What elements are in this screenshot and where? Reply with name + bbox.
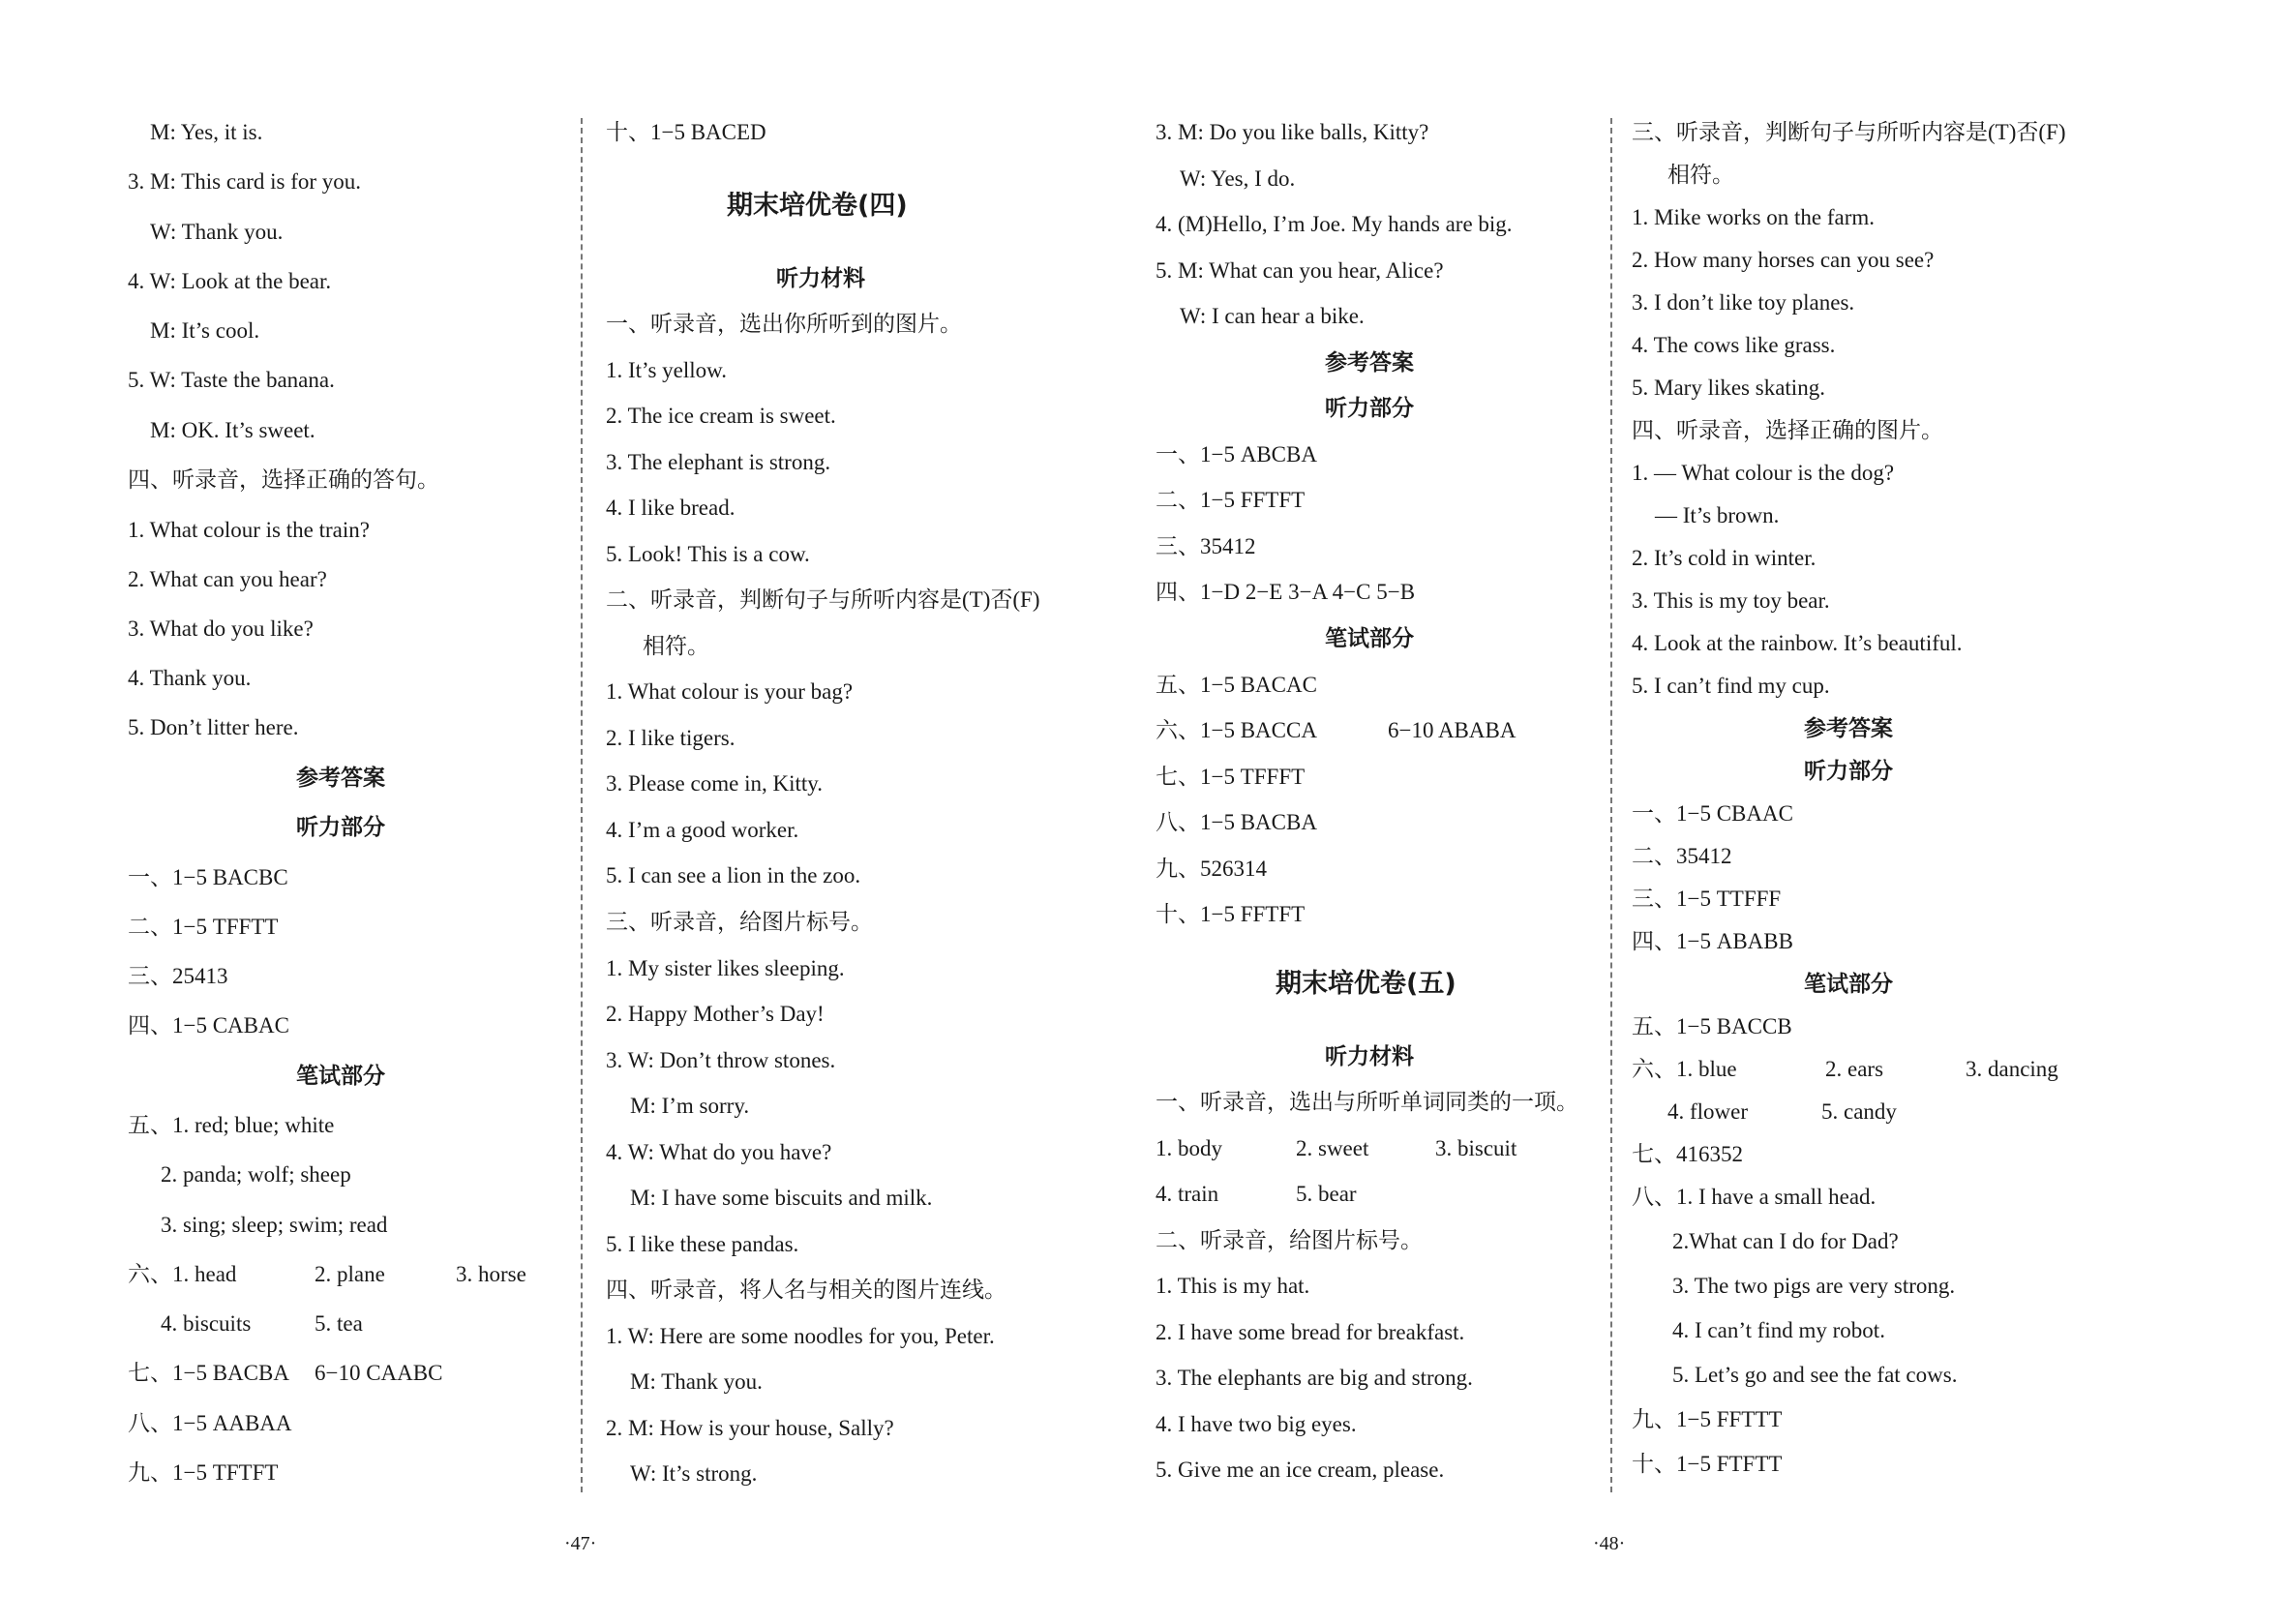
answer-line: 五、1−5 BACCB: [1632, 1014, 1792, 1038]
answer-part: 5. candy: [1821, 1099, 1897, 1124]
dialogue-line: 4. (M)Hello, I’m Joe. My hands are big.: [1156, 212, 1513, 236]
column-divider: [581, 118, 583, 1492]
answer-part: 5. bear: [1296, 1182, 1357, 1206]
answer-part: 3. horse: [456, 1262, 526, 1286]
list-item: 2. It’s cold in winter.: [1632, 546, 1817, 570]
list-item: 2. I like tigers.: [606, 726, 736, 750]
list-item: 2. The ice cream is sweet.: [606, 404, 836, 428]
answer-part: 六、1−5 BACCA: [1156, 718, 1317, 742]
dialogue-line: W: Yes, I do.: [1180, 166, 1296, 191]
list-item: 2. I have some bread for breakfast.: [1156, 1320, 1465, 1344]
paper-title: 期末培优卷(五): [1276, 969, 1456, 999]
answer-line: 二、1−5 TFFTT: [128, 915, 279, 939]
section-heading: 参考答案: [1804, 716, 1893, 741]
list-item: 5. Look! This is a cow.: [606, 542, 810, 566]
section-heading: 听力材料: [776, 266, 865, 291]
list-item: 4. I like bread.: [606, 496, 736, 520]
answer-line: 四、1−5 CABAC: [128, 1013, 289, 1038]
list-item: 3. This is my toy bear.: [1632, 588, 1830, 613]
answer-line: 八、1. I have a small head.: [1632, 1185, 1877, 1209]
answer-line: [128, 1260, 526, 1289]
list-item: 1. My sister likes sleeping.: [606, 956, 845, 980]
answer-part: 1. body: [1156, 1136, 1222, 1160]
answer-part: 2. ears: [1825, 1057, 1884, 1081]
dialogue-line: M: I have some biscuits and milk.: [630, 1186, 933, 1210]
answer-part: 六、1. blue: [1632, 1057, 1737, 1081]
section-instruction: 三、听录音，给图片标号。: [606, 910, 873, 934]
dialogue-line: M: OK. It’s sweet.: [150, 418, 315, 442]
dialogue-line: W: I can hear a bike.: [1180, 304, 1365, 328]
answer-line: 九、1−5 TFTFT: [128, 1460, 279, 1485]
answer-line: 七、416352: [1632, 1142, 1743, 1166]
section-instruction: 相符。: [1667, 163, 1734, 187]
answer-line: 五、1−5 BACAC: [1156, 673, 1317, 697]
answer-line: [1632, 1055, 2058, 1084]
dialogue-line: M: I’m sorry.: [630, 1094, 750, 1118]
page-number-right: ·48·: [1593, 1533, 1626, 1554]
answer-part: 2. sweet: [1296, 1136, 1369, 1160]
answer-line: 4. I can’t find my robot.: [1672, 1318, 1885, 1342]
dialogue-line: 2. M: How is your house, Sally?: [606, 1416, 894, 1440]
answer-line: 四、1−D 2−E 3−A 4−C 5−B: [1156, 580, 1416, 604]
section-heading: 听力部分: [1325, 396, 1414, 421]
list-item: 5. I can see a lion in the zoo.: [606, 863, 861, 887]
section-instruction: 三、听录音，判断句子与所听内容是(T)否(F): [1632, 120, 2066, 144]
list-item: 3. Please come in, Kitty.: [606, 771, 823, 796]
list-item: 5. I like these pandas.: [606, 1232, 799, 1256]
answer-part: 七、1−5 BACBA: [128, 1361, 289, 1385]
answer-line: 九、1−5 FFTTT: [1632, 1407, 1783, 1431]
dialogue-line: 5. M: What can you hear, Alice?: [1156, 258, 1444, 283]
list-item: 4. Look at the rainbow. It’s beautiful.: [1632, 631, 1963, 655]
column-divider: [1610, 118, 1612, 1492]
list-item: [1156, 1134, 1517, 1163]
answer-line: 3. The two pigs are very strong.: [1672, 1274, 1956, 1298]
list-item: 3. The elephants are big and strong.: [1156, 1366, 1473, 1390]
answer-part: 4. train: [1156, 1182, 1219, 1206]
section-heading: 听力部分: [1804, 759, 1893, 784]
answer-line: 一、1−5 BACBC: [128, 865, 288, 889]
list-item: 5. I can’t find my cup.: [1632, 674, 1830, 698]
answer-part: 2. plane: [315, 1262, 385, 1286]
dialogue-line: 3. W: Don’t throw stones.: [606, 1048, 836, 1072]
list-item: 1. What colour is your bag?: [606, 679, 854, 704]
list-item: 1. It’s yellow.: [606, 358, 727, 382]
list-item: 1. What colour is the train?: [128, 518, 370, 542]
dialogue-line: W: It’s strong.: [630, 1461, 758, 1486]
section-instruction: 二、听录音，给图片标号。: [1156, 1228, 1423, 1252]
list-item: 1. This is my hat.: [1156, 1274, 1310, 1298]
answer-part: 5. tea: [315, 1311, 363, 1336]
section-instruction: 一、听录音，选出与所听单词同类的一项。: [1156, 1090, 1578, 1114]
answer-part: 六、1. head: [128, 1262, 237, 1286]
answer-line: 十、1−5 FFTFT: [1156, 902, 1306, 926]
section-instruction: 四、听录音，将人名与相关的图片连线。: [606, 1278, 1006, 1302]
answer-line: 2.What can I do for Dad?: [1672, 1229, 1899, 1253]
answer-line: 五、1. red; blue; white: [128, 1113, 335, 1137]
section-heading: 听力部分: [296, 815, 385, 840]
answer-part: 6−10 CAABC: [315, 1361, 443, 1385]
dialogue-line: 1. W: Here are some noodles for you, Peter.: [606, 1324, 995, 1348]
answer-line: 二、1−5 FFTFT: [1156, 488, 1306, 512]
answer-line: 3. sing; sleep; swim; read: [161, 1213, 388, 1237]
answer-part: 6−10 ABABA: [1388, 718, 1516, 742]
answer-line: 十、1−5 BACED: [606, 120, 766, 144]
answer-line: 九、526314: [1156, 857, 1267, 881]
page-number-left: ·47·: [564, 1533, 597, 1554]
paper-title: 期末培优卷(四): [727, 191, 908, 221]
answer-line: 一、1−5 CBAAC: [1632, 801, 1793, 826]
list-item: 5. Give me an ice cream, please.: [1156, 1458, 1445, 1482]
section-instruction: 一、听录音，选出你所听到的图片。: [606, 312, 962, 336]
section-heading: 笔试部分: [296, 1064, 385, 1089]
answer-line: 三、35412: [1156, 534, 1256, 558]
list-item: 2. How many horses can you see?: [1632, 248, 1935, 272]
answer-line: [128, 1359, 443, 1388]
section-instruction: 四、听录音，选择正确的答句。: [128, 467, 439, 492]
dialogue-line: 1. — What colour is the dog?: [1632, 461, 1895, 485]
list-item: 2. What can you hear?: [128, 567, 327, 591]
list-item: 4. I’m a good worker.: [606, 818, 799, 842]
section-heading: 笔试部分: [1804, 972, 1893, 997]
section-heading: 参考答案: [296, 766, 385, 791]
answer-line: [161, 1309, 363, 1338]
section-instruction: 相符。: [643, 634, 709, 658]
answer-line: 八、1−5 BACBA: [1156, 810, 1317, 834]
list-item: 4. Thank you.: [128, 666, 252, 690]
dialogue-line: M: Yes, it is.: [150, 120, 263, 144]
answer-line: 四、1−5 ABABB: [1632, 929, 1793, 953]
answer-line: 5. Let’s go and see the fat cows.: [1672, 1363, 1958, 1387]
answer-line: [1667, 1098, 1897, 1127]
answer-part: 3. biscuit: [1435, 1136, 1517, 1160]
answer-line: 十、1−5 FTFTT: [1632, 1452, 1783, 1476]
dialogue-line: 4. W: What do you have?: [606, 1140, 832, 1164]
answer-line: 三、1−5 TTFFF: [1632, 887, 1782, 911]
list-item: [1156, 1180, 1357, 1209]
list-item: 5. Don’t litter here.: [128, 715, 299, 739]
dialogue-line: 3. M: This card is for you.: [128, 169, 362, 194]
section-instruction: 四、听录音，选择正确的图片。: [1632, 418, 1943, 442]
answer-line: 八、1−5 AABAA: [128, 1411, 292, 1435]
list-item: 3. I don’t like toy planes.: [1632, 290, 1855, 315]
answer-line: [1156, 716, 1516, 745]
list-item: 5. Mary likes skating.: [1632, 376, 1825, 400]
section-heading: 参考答案: [1325, 350, 1414, 376]
answer-line: 七、1−5 TFFFT: [1156, 765, 1306, 789]
dialogue-line: 5. W: Taste the banana.: [128, 368, 335, 392]
list-item: 3. What do you like?: [128, 617, 314, 641]
answer-part: 4. biscuits: [161, 1311, 252, 1336]
dialogue-line: W: Thank you.: [150, 220, 284, 244]
dialogue-line: M: Thank you.: [630, 1369, 763, 1394]
section-heading: 听力材料: [1325, 1044, 1414, 1069]
list-item: 4. The cows like grass.: [1632, 333, 1836, 357]
answer-line: 2. panda; wolf; sheep: [161, 1162, 351, 1187]
answer-line: 二、35412: [1632, 844, 1732, 868]
dialogue-line: M: It’s cool.: [150, 318, 260, 343]
list-item: 1. Mike works on the farm.: [1632, 205, 1876, 229]
list-item: 4. I have two big eyes.: [1156, 1412, 1357, 1436]
section-instruction: 二、听录音，判断句子与所听内容是(T)否(F): [606, 587, 1040, 612]
dialogue-line: 3. M: Do you like balls, Kitty?: [1156, 120, 1429, 144]
list-item: 3. The elephant is strong.: [606, 450, 831, 474]
answer-line: 三、25413: [128, 964, 228, 988]
dialogue-line: 4. W: Look at the bear.: [128, 269, 332, 293]
answer-part: 3. dancing: [1966, 1057, 2058, 1081]
list-item: 2. Happy Mother’s Day!: [606, 1002, 825, 1026]
section-heading: 笔试部分: [1325, 626, 1414, 651]
answer-line: 一、1−5 ABCBA: [1156, 442, 1317, 466]
answer-part: 4. flower: [1667, 1099, 1749, 1124]
dialogue-line: — It’s brown.: [1655, 503, 1780, 527]
